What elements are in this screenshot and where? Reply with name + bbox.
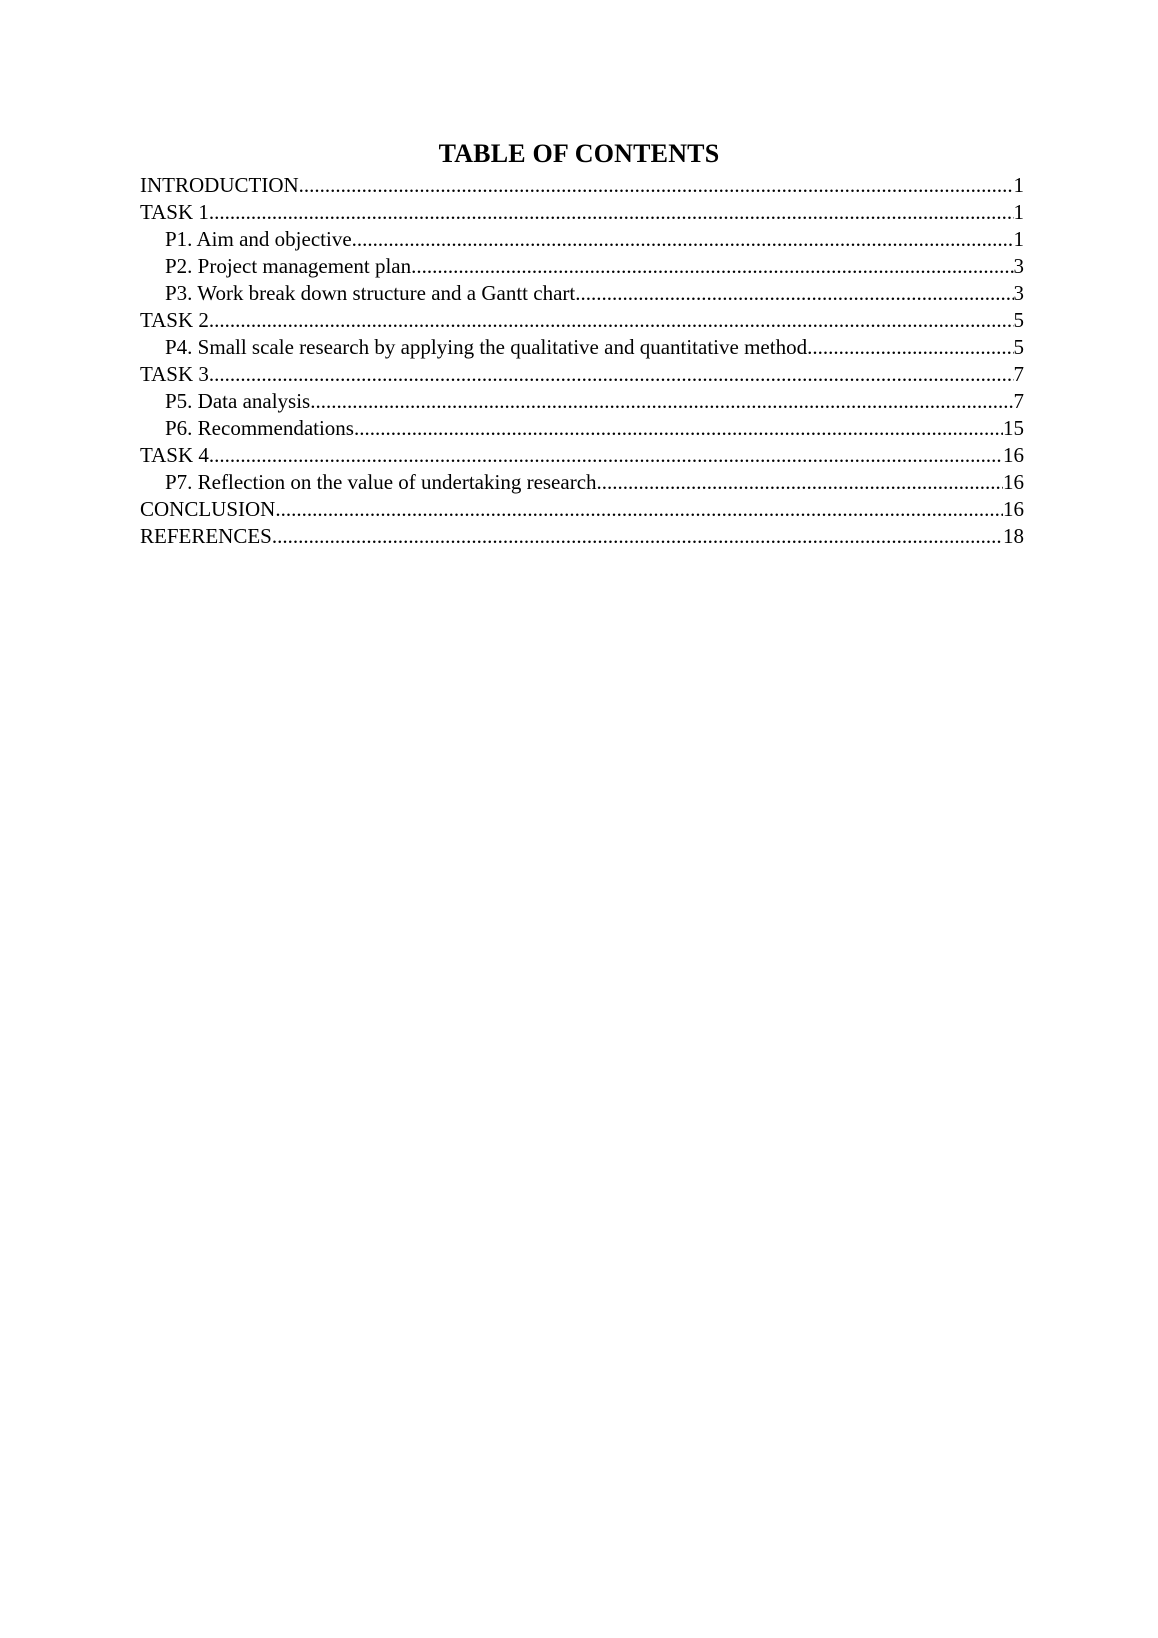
toc-page-number: 3 xyxy=(1013,254,1024,278)
toc-dot-leader xyxy=(575,280,1013,307)
toc-page-number: 16 xyxy=(1003,497,1024,521)
toc-entry-p5[interactable] xyxy=(140,388,1024,415)
toc-entry-text: P2. Project management plan xyxy=(165,254,412,278)
toc-dot-leader xyxy=(352,226,1014,253)
toc-dot-leader xyxy=(209,442,1003,469)
toc-entry-task-3[interactable] xyxy=(140,361,1024,388)
toc-entry-text: REFERENCES xyxy=(140,524,272,548)
toc-list xyxy=(140,172,1024,550)
toc-page-number: 1 xyxy=(1013,227,1024,251)
toc-entry-task-4[interactable] xyxy=(140,442,1024,469)
toc-dot-leader xyxy=(209,199,1014,226)
toc-page-number: 16 xyxy=(1003,443,1024,467)
toc-entry-text: P1. Aim and objective xyxy=(165,227,352,251)
toc-entry-p4[interactable] xyxy=(140,334,1024,361)
toc-entry-text: TASK 4 xyxy=(140,443,209,467)
toc-dot-leader xyxy=(275,496,1003,523)
toc-dot-leader xyxy=(209,307,1014,334)
toc-dot-leader xyxy=(807,334,1013,361)
toc-entry-text: TASK 2 xyxy=(140,308,209,332)
toc-page-number: 16 xyxy=(1003,470,1024,494)
toc-entry-p7[interactable] xyxy=(140,469,1024,496)
toc-entry-p6[interactable] xyxy=(140,415,1024,442)
toc-entry-p1[interactable] xyxy=(140,226,1024,253)
toc-entry-text: P5. Data analysis xyxy=(165,389,311,413)
toc-entry-introduction[interactable] xyxy=(140,172,1024,199)
toc-entry-task-1[interactable] xyxy=(140,199,1024,226)
toc-title: TABLE OF CONTENTS xyxy=(438,139,720,168)
toc-entry-text: P7. Reflection on the value of undertaking research xyxy=(165,470,597,494)
toc-page-number: 5 xyxy=(1013,335,1024,359)
toc-dot-leader xyxy=(272,523,1003,550)
toc-entry-text: P3. Work break down structure and a Gantt chart xyxy=(165,281,576,305)
toc-page-number: 1 xyxy=(1013,200,1024,224)
toc-page-number: 1 xyxy=(1013,173,1024,197)
toc-entry-text: CONCLUSION xyxy=(140,497,276,521)
toc-page-number: 3 xyxy=(1013,281,1024,305)
toc-dot-leader xyxy=(354,415,1003,442)
toc-entry-task-2[interactable] xyxy=(140,307,1024,334)
toc-entry-conclusion[interactable] xyxy=(140,496,1024,523)
toc-page-number: 5 xyxy=(1013,308,1024,332)
toc-dot-leader xyxy=(411,253,1013,280)
toc-dot-leader xyxy=(299,172,1014,199)
toc-entry-text: P4. Small scale research by applying the qualitative and quantitative method xyxy=(165,335,808,359)
toc-entry-p2[interactable] xyxy=(140,253,1024,280)
toc-page-number: 18 xyxy=(1003,524,1024,548)
toc-entry-p3[interactable] xyxy=(140,280,1024,307)
toc-page-number: 15 xyxy=(1003,416,1024,440)
toc-entry-text: INTRODUCTION xyxy=(140,173,299,197)
toc-dot-leader xyxy=(310,388,1013,415)
toc-entry-references[interactable] xyxy=(140,523,1024,550)
toc-dot-leader xyxy=(597,469,1003,496)
toc-dot-leader xyxy=(209,361,1014,388)
toc-page-number: 7 xyxy=(1013,362,1024,386)
toc-page-number: 7 xyxy=(1013,389,1024,413)
toc-entry-text: TASK 1 xyxy=(140,200,209,224)
toc-entry-text: TASK 3 xyxy=(140,362,209,386)
toc-entry-text: P6. Recommendations xyxy=(165,416,354,440)
